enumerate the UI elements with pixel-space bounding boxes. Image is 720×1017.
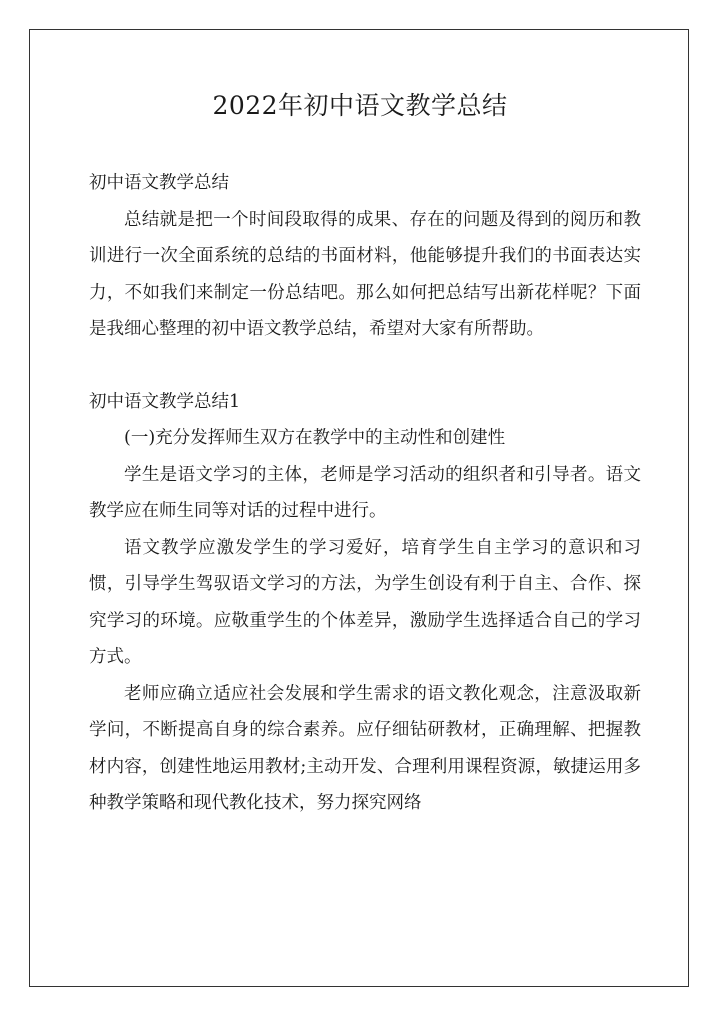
body-paragraph: 学生是语文学习的主体，老师是学习活动的组织者和引导者。语文教学应在师生同等对话的过程中进行。 (89, 464, 641, 521)
document-body (89, 165, 641, 822)
body-paragraph: 老师应确立适应社会发展和学生需求的语文教化观念，注意汲取新学问，不断提高自身的综合素养。应仔细钻研教材，正确理解、把握教材内容，创建性地运用教材;主动开发、合理利用课程资源，敏捷运用多种教学策略和现代教化技术，努力探究网络 (89, 683, 641, 813)
section-spacer (89, 348, 641, 384)
document-title: 2022年初中语文教学总结 (212, 91, 508, 120)
body-paragraph: 语文教学应激发学生的学习爱好，培育学生自主学习的意识和习惯，引导学生驾驭语文学习的方法，为学生创设有利于自主、合作、探究学习的环境。应敬重学生的个体差异，激励学生选择适合自己的学习方式。 (89, 537, 641, 667)
section-heading: 初中语文教学总结 (89, 173, 229, 193)
intro-paragraph: 总结就是把一个时间段取得的成果、存在的问题及得到的阅历和教训进行一次全面系统的总结的书面材料，他能够提升我们的书面表达实力，不如我们来制定一份总结吧。那么如何把总结写出新花样呢？下面是我细心整理的初中语文教学总结，希望对大家有所帮助。 (89, 209, 641, 339)
subheading: (一)充分发挥师生双方在教学中的主动性和创建性 (124, 428, 506, 448)
section-heading-1: 初中语文教学总结1 (89, 391, 241, 412)
